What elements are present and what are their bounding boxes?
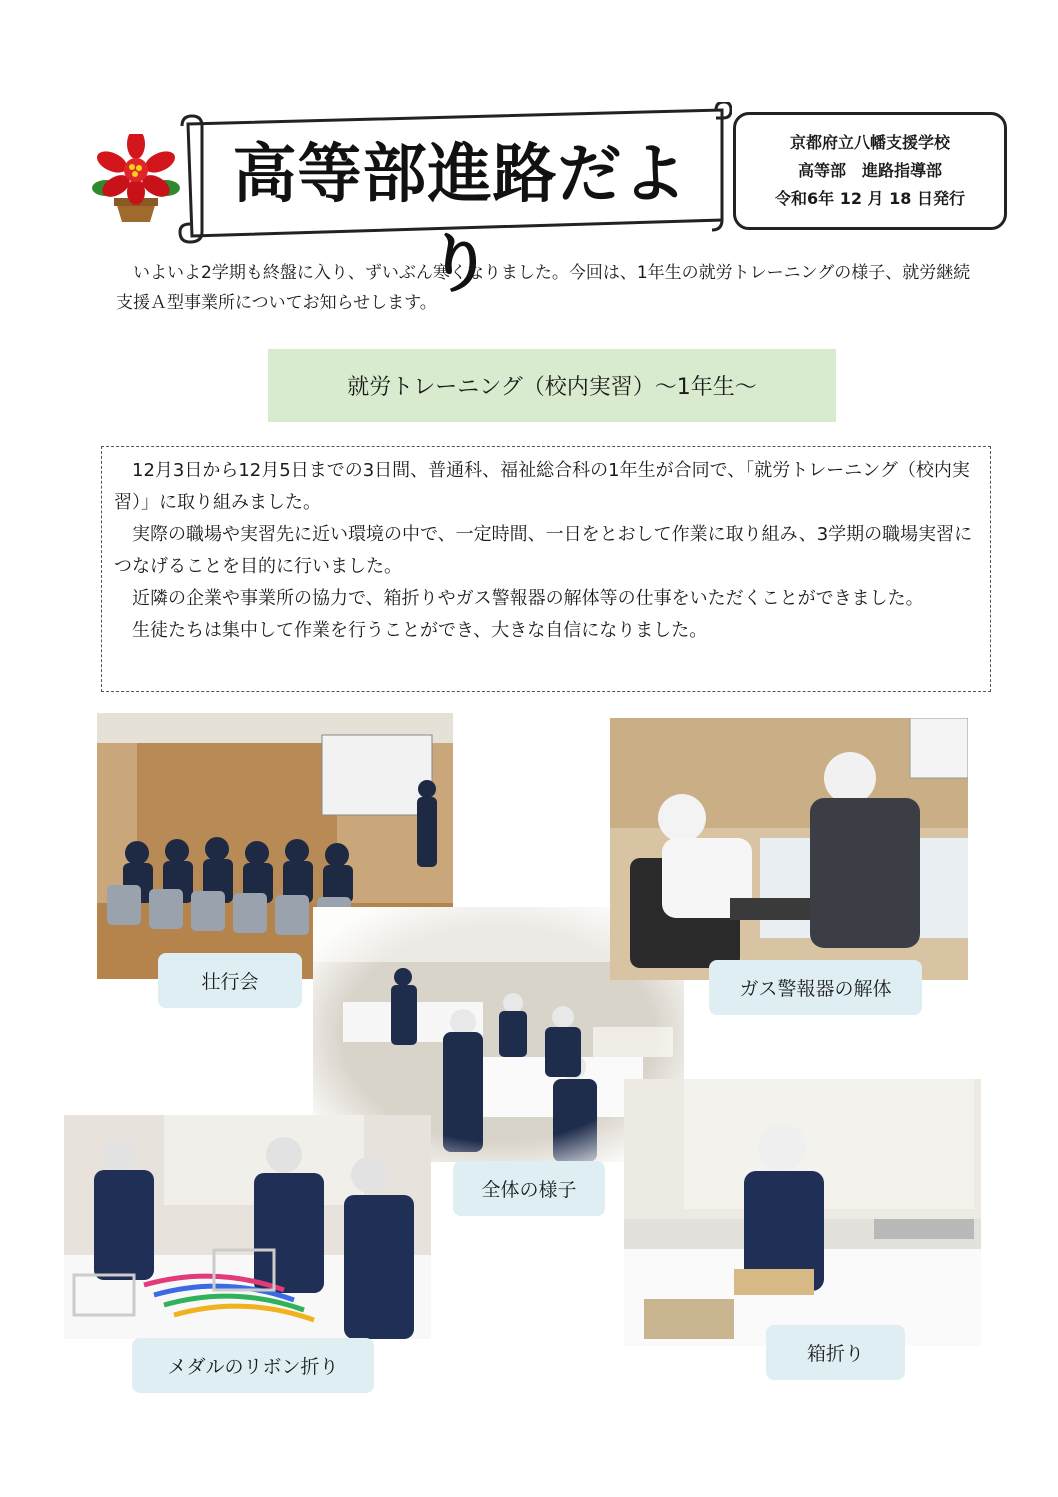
issue-date: 令和6年 12 月 18 日発行 [775, 189, 965, 208]
issuer-school: 京都府立八幡支援学校 [789, 133, 950, 152]
body-paragraph: 近隣の企業や事業所の協力で、箱折りやガス警報器の解体等の仕事をいただくことができました。 [132, 588, 924, 609]
caption-box-folding: 箱折り [766, 1325, 905, 1380]
newsletter-title: 高等部進路だより [232, 138, 688, 302]
issuer-department: 高等部 進路指導部 [797, 161, 942, 180]
section-body [101, 446, 991, 692]
photo-gas-alarm-disassembly [610, 718, 968, 980]
photo-box-folding [624, 1079, 981, 1346]
caption-medal-ribbon: メダルのリボン折り [132, 1338, 374, 1393]
caption-overall: 全体の様子 [453, 1161, 605, 1216]
issuer-box [733, 112, 1007, 230]
body-paragraph: 実際の職場や実習先に近い環境の中で、一定時間、一日をとおして作業に取り組み、3学期の職場実習につなげることを目的に行いました。 [114, 524, 973, 577]
poinsettia-icon [92, 134, 180, 226]
intro-text [116, 258, 986, 318]
photo-medal-ribbon-folding [64, 1115, 431, 1339]
body-paragraph: 12月3日から12月5日までの3日間、普通科、福祉総合科の1年生が合同で、「就労トレーニング（校内実習）」に取り組みました。 [114, 460, 970, 513]
caption-gas-alarm: ガス警報器の解体 [709, 960, 922, 1015]
section-heading: 就労トレーニング（校内実習）～1年生～ [268, 349, 836, 422]
intro-paragraph: いよいよ2学期も終盤に入り、ずいぶん寒くなりました。今回は、1年生の就労トレーニングの様子、就労継続支援Ａ型事業所についてお知らせします。 [116, 263, 971, 313]
body-paragraph: 生徒たちは集中して作業を行うことができ、大きな自信になりました。 [132, 620, 708, 641]
caption-send-off: 壮行会 [158, 953, 302, 1008]
